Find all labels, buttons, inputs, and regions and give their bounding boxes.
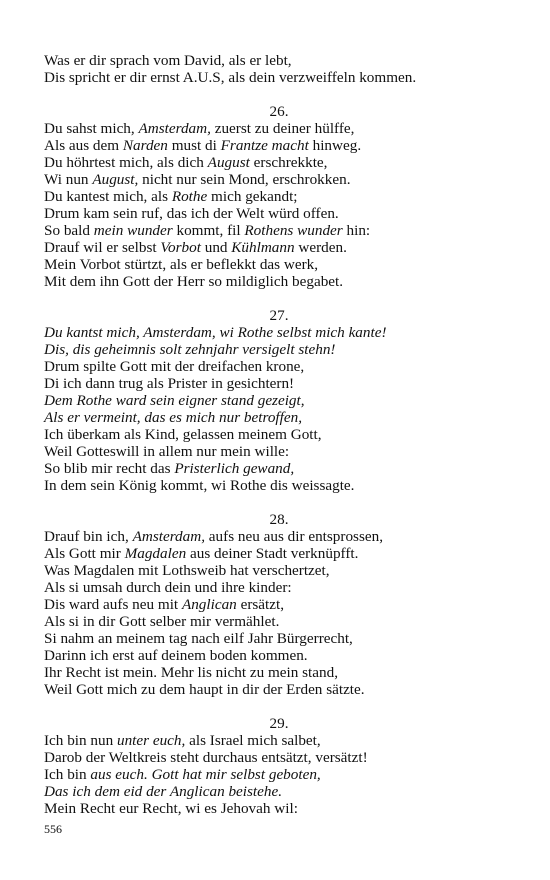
text-run: Drauf wil er selbst <box>44 239 161 256</box>
verse-line <box>44 681 514 698</box>
stanza-gap <box>44 86 514 103</box>
text-run: ersätzt, <box>236 596 285 613</box>
verse-line <box>44 460 514 477</box>
stanza-number: 26. <box>269 103 289 120</box>
verse-line <box>44 545 514 562</box>
text-run: mich gekandt; <box>207 188 298 205</box>
italic-text: Dis, dis geheimnis solt zehnjahr versigelt stehn! <box>44 341 336 358</box>
text-run: hinweg. <box>308 137 362 154</box>
text-run: Mein Recht eur Recht, wi es Jehovah wil: <box>44 800 298 817</box>
text-run: Ihr Recht ist mein. Mehr lis nicht zu mein stand, <box>44 664 338 681</box>
italic-text: Das ich dem eid der Anglican beistehe. <box>44 783 283 800</box>
text-run: Was er dir sprach vom David, als er lebt, <box>44 52 292 69</box>
text-run: Di ich dann trug als Prister in gesichtern! <box>44 375 295 392</box>
text-run: So blib mir recht das <box>44 460 175 477</box>
italic-text: unter euch, <box>116 732 186 749</box>
text-run: Dis spricht er dir ernst A.U.S, als dein verzweiffeln kommen. <box>44 69 417 86</box>
verse-line <box>44 579 514 596</box>
verse-line <box>44 613 514 630</box>
verse-line <box>44 477 514 494</box>
italic-text: Magdalen <box>124 545 187 562</box>
verse-line <box>44 375 514 392</box>
verse-line <box>44 800 514 817</box>
text-run: Als aus dem <box>44 137 123 154</box>
stanza-number: 28. <box>269 511 289 528</box>
italic-text: Narden <box>122 137 168 154</box>
stanza-gap <box>44 698 514 715</box>
verse-line <box>44 239 514 256</box>
text-run: Ich bin <box>44 766 91 783</box>
text-run: Weil Gotteswill in allem nur mein wille: <box>44 443 290 460</box>
italic-text: Als er vermeint, das es mich nur betroffen, <box>44 409 303 426</box>
verse-line <box>44 562 514 579</box>
italic-text: Vorbot <box>160 239 201 256</box>
verse-line <box>44 443 514 460</box>
italic-text: Anglican <box>181 596 237 613</box>
verse-line <box>44 749 514 766</box>
verse-line <box>44 154 514 171</box>
verse-line <box>44 341 514 358</box>
text-run: Du höhrtest mich, als dich <box>44 154 208 171</box>
verse-line <box>44 647 514 664</box>
verse-line <box>44 358 514 375</box>
verse-line <box>44 222 514 239</box>
stanza <box>44 715 514 817</box>
text-run: So bald <box>44 222 94 239</box>
text-run: Ich überkam als Kind, gelassen meinem Gott, <box>44 426 322 443</box>
italic-text: mein wunder <box>93 222 173 239</box>
text-run: als Israel mich salbet, <box>185 732 321 749</box>
verse-line <box>44 426 514 443</box>
italic-text: August <box>207 154 250 171</box>
text-run: aufs neu aus dir entsprossen, <box>205 528 383 545</box>
text-run: Als si umsah durch dein und ihre kinder: <box>44 579 292 596</box>
text-run: nicht nur sein Mond, erschrokken. <box>138 171 351 188</box>
text-run: Als Gott mir <box>44 545 125 562</box>
verse-line <box>44 69 514 86</box>
text-run: Als si in dir Gott selber mir vermählet. <box>44 613 280 630</box>
poem-text <box>44 52 514 817</box>
verse-line <box>44 732 514 749</box>
text-run: erschrekkte, <box>249 154 328 171</box>
text-run: In dem sein König kommt, wi Rothe dis weissagte. <box>44 477 355 494</box>
italic-text: Amsterdam, <box>138 120 211 137</box>
page-number: 556 <box>44 822 62 836</box>
text-run: Was Magdalen mit Lothsweib hat verschertzet, <box>44 562 330 579</box>
text-run: hin: <box>342 222 371 239</box>
verse-line <box>44 256 514 273</box>
verse-line <box>44 273 514 290</box>
verse-line <box>44 324 514 341</box>
text-run: Darinn ich erst auf deinem boden kommen. <box>44 647 308 664</box>
stanza <box>44 103 514 290</box>
italic-text: aus euch. Gott hat mir selbst geboten, <box>90 766 321 783</box>
text-run: Drum kam sein ruf, das ich der Welt würd offen. <box>44 205 339 222</box>
verse-line <box>44 52 514 69</box>
stanza <box>44 511 514 698</box>
stanza-gap <box>44 494 514 511</box>
text-run: und <box>200 239 232 256</box>
stanza <box>44 307 514 494</box>
verse-line <box>44 783 514 800</box>
text-run: Ich bin nun <box>44 732 117 749</box>
italic-text: Rothens wunder <box>244 222 343 239</box>
verse-line <box>44 766 514 783</box>
verse-line <box>44 630 514 647</box>
verse-line <box>44 392 514 409</box>
stanza-gap <box>44 290 514 307</box>
italic-text: Dem Rothe ward sein eigner stand gezeigt, <box>44 392 305 409</box>
italic-text: Amsterdam, <box>132 528 205 545</box>
text-run: aus deiner Stadt verknüpfft. <box>186 545 359 562</box>
text-run: Si nahm an meinem tag nach eilf Jahr Bürgerrecht, <box>44 630 353 647</box>
text-run: werden. <box>294 239 347 256</box>
verse-line <box>44 409 514 426</box>
verse-line <box>44 596 514 613</box>
italic-text: Pristerlich gewand, <box>174 460 295 477</box>
stanza-number: 27. <box>269 307 289 324</box>
verse-line <box>44 188 514 205</box>
text-run: must di <box>167 137 221 154</box>
text-run: Darob der Weltkreis steht durchaus entsätzt, versätzt! <box>44 749 368 766</box>
text-run: Wi nun <box>44 171 93 188</box>
italic-text: Rothe <box>171 188 208 205</box>
text-run: Mein Vorbot stürtzt, als er beflekkt das werk, <box>44 256 319 273</box>
text-run: kommt, fil <box>172 222 245 239</box>
italic-text: Frantze macht <box>220 137 309 154</box>
stanza-number: 29. <box>269 715 289 732</box>
verse-line <box>44 528 514 545</box>
text-run: Weil Gott mich zu dem haupt in dir der Erden sätzte. <box>44 681 365 698</box>
verse-line <box>44 120 514 137</box>
verse-line <box>44 171 514 188</box>
italic-text: Kühlmann <box>231 239 295 256</box>
verse-line <box>44 205 514 222</box>
text-run: Du sahst mich, <box>44 120 139 137</box>
italic-text: August, <box>92 171 139 188</box>
text-run: Dis ward aufs neu mit <box>44 596 182 613</box>
verse-line <box>44 137 514 154</box>
text-run: Du kantest mich, als <box>44 188 172 205</box>
text-run: Drum spilte Gott mit der dreifachen krone, <box>44 358 305 375</box>
text-run: Mit dem ihn Gott der Herr so mildiglich begabet. <box>44 273 344 290</box>
italic-text: Du kantst mich, Amsterdam, wi Rothe selbst mich kante! <box>44 324 387 341</box>
verse-line <box>44 664 514 681</box>
text-run: zuerst zu deiner hülffe, <box>210 120 355 137</box>
text-run: Drauf bin ich, <box>44 528 133 545</box>
